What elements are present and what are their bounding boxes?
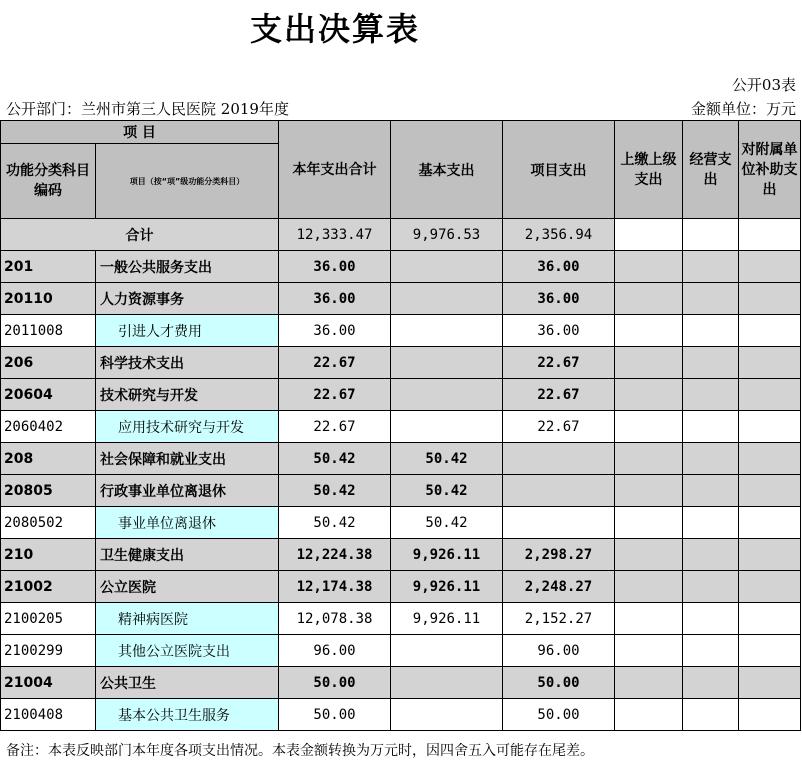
row-business bbox=[683, 411, 739, 443]
row-upper bbox=[615, 315, 683, 347]
table-row bbox=[1, 667, 801, 699]
row-name: 应用技术研究与开发 bbox=[96, 411, 279, 443]
row-code: 20110 bbox=[1, 283, 96, 315]
row-total: 50.42 bbox=[279, 507, 391, 539]
form-number: 公开03表 bbox=[731, 76, 796, 94]
row-subsidy bbox=[739, 603, 801, 635]
total-subsidy bbox=[739, 219, 801, 251]
row-business bbox=[683, 667, 739, 699]
department-label: 公开部门：兰州市第三人民医院 2019年度 bbox=[6, 100, 289, 118]
total-upper bbox=[615, 219, 683, 251]
row-business bbox=[683, 699, 739, 731]
row-upper bbox=[615, 411, 683, 443]
header-item: 项 目 bbox=[1, 121, 279, 144]
row-total: 36.00 bbox=[279, 251, 391, 283]
row-name: 行政事业单位离退休 bbox=[96, 475, 279, 507]
header-total: 本年支出合计 bbox=[279, 121, 391, 219]
table-row bbox=[1, 411, 801, 443]
row-subsidy bbox=[739, 283, 801, 315]
row-business bbox=[683, 507, 739, 539]
row-upper bbox=[615, 379, 683, 411]
row-basic: 9,926.11 bbox=[391, 603, 503, 635]
row-subsidy bbox=[739, 251, 801, 283]
row-name: 引进人才费用 bbox=[96, 315, 279, 347]
row-name: 精神病医院 bbox=[96, 603, 279, 635]
row-project: 96.00 bbox=[503, 635, 615, 667]
row-subsidy bbox=[739, 539, 801, 571]
footnote: 备注：本表反映部门本年度各项支出情况。本表金额转换为万元时，因四舍五入可能存在尾差。 bbox=[6, 743, 594, 759]
table-row bbox=[1, 507, 801, 539]
row-business bbox=[683, 283, 739, 315]
row-name: 卫生健康支出 bbox=[96, 539, 279, 571]
row-basic: 50.42 bbox=[391, 475, 503, 507]
row-code: 20604 bbox=[1, 379, 96, 411]
table-row bbox=[1, 347, 801, 379]
table-row bbox=[1, 475, 801, 507]
table-row bbox=[1, 603, 801, 635]
header-subsidy: 对附属单位补助支出 bbox=[739, 121, 801, 219]
row-total: 12,224.38 bbox=[279, 539, 391, 571]
header-upper: 上缴上级支出 bbox=[615, 121, 683, 219]
row-code: 21004 bbox=[1, 667, 96, 699]
row-name: 科学技术支出 bbox=[96, 347, 279, 379]
row-upper bbox=[615, 699, 683, 731]
row-basic bbox=[391, 315, 503, 347]
row-code: 2100205 bbox=[1, 603, 96, 635]
row-code: 2011008 bbox=[1, 315, 96, 347]
row-code: 206 bbox=[1, 347, 96, 379]
total-row bbox=[1, 219, 801, 251]
table-row bbox=[1, 379, 801, 411]
row-upper bbox=[615, 251, 683, 283]
row-subsidy bbox=[739, 507, 801, 539]
row-basic bbox=[391, 411, 503, 443]
row-business bbox=[683, 443, 739, 475]
row-subsidy bbox=[739, 635, 801, 667]
row-upper bbox=[615, 635, 683, 667]
row-subsidy bbox=[739, 475, 801, 507]
row-name: 公共卫生 bbox=[96, 667, 279, 699]
row-upper bbox=[615, 443, 683, 475]
row-project bbox=[503, 475, 615, 507]
row-upper bbox=[615, 347, 683, 379]
row-business bbox=[683, 603, 739, 635]
header-name: 项目（按“项”级功能分类科目） bbox=[96, 144, 279, 219]
row-project: 22.67 bbox=[503, 411, 615, 443]
row-basic bbox=[391, 379, 503, 411]
row-total: 22.67 bbox=[279, 411, 391, 443]
total-label: 合计 bbox=[1, 219, 279, 251]
table-row bbox=[1, 635, 801, 667]
row-basic bbox=[391, 667, 503, 699]
table-row bbox=[1, 251, 801, 283]
row-project: 2,152.27 bbox=[503, 603, 615, 635]
row-name: 基本公共卫生服务 bbox=[96, 699, 279, 731]
row-total: 50.42 bbox=[279, 443, 391, 475]
row-upper bbox=[615, 507, 683, 539]
row-total: 36.00 bbox=[279, 315, 391, 347]
row-business bbox=[683, 635, 739, 667]
row-business bbox=[683, 571, 739, 603]
row-basic: 9,926.11 bbox=[391, 571, 503, 603]
row-upper bbox=[615, 603, 683, 635]
row-name: 其他公立医院支出 bbox=[96, 635, 279, 667]
row-total: 50.42 bbox=[279, 475, 391, 507]
row-upper bbox=[615, 571, 683, 603]
row-name: 一般公共服务支出 bbox=[96, 251, 279, 283]
row-subsidy bbox=[739, 347, 801, 379]
row-project: 22.67 bbox=[503, 379, 615, 411]
row-total: 50.00 bbox=[279, 667, 391, 699]
row-basic: 50.42 bbox=[391, 507, 503, 539]
total-basic: 9,976.53 bbox=[391, 219, 503, 251]
row-subsidy bbox=[739, 315, 801, 347]
row-business bbox=[683, 347, 739, 379]
row-project bbox=[503, 443, 615, 475]
table-row bbox=[1, 571, 801, 603]
row-project: 50.00 bbox=[503, 699, 615, 731]
total-project: 2,356.94 bbox=[503, 219, 615, 251]
row-total: 96.00 bbox=[279, 635, 391, 667]
row-basic bbox=[391, 283, 503, 315]
row-name: 社会保障和就业支出 bbox=[96, 443, 279, 475]
row-upper bbox=[615, 667, 683, 699]
row-basic bbox=[391, 347, 503, 379]
row-name: 公立医院 bbox=[96, 571, 279, 603]
row-name: 人力资源事务 bbox=[96, 283, 279, 315]
report-title: 支出决算表 bbox=[249, 10, 420, 48]
row-business bbox=[683, 251, 739, 283]
table-row bbox=[1, 283, 801, 315]
row-subsidy bbox=[739, 379, 801, 411]
table-row bbox=[1, 539, 801, 571]
row-total: 36.00 bbox=[279, 283, 391, 315]
row-project bbox=[503, 507, 615, 539]
row-code: 2080502 bbox=[1, 507, 96, 539]
row-project: 2,248.27 bbox=[503, 571, 615, 603]
row-basic bbox=[391, 699, 503, 731]
row-basic: 50.42 bbox=[391, 443, 503, 475]
row-code: 2100299 bbox=[1, 635, 96, 667]
row-project: 22.67 bbox=[503, 347, 615, 379]
row-total: 22.67 bbox=[279, 347, 391, 379]
table-row bbox=[1, 699, 801, 731]
row-total: 12,174.38 bbox=[279, 571, 391, 603]
row-subsidy bbox=[739, 667, 801, 699]
row-basic bbox=[391, 635, 503, 667]
expenditure-table bbox=[0, 120, 801, 731]
row-subsidy bbox=[739, 411, 801, 443]
row-basic: 9,926.11 bbox=[391, 539, 503, 571]
row-project: 2,298.27 bbox=[503, 539, 615, 571]
row-business bbox=[683, 379, 739, 411]
row-code: 2100408 bbox=[1, 699, 96, 731]
row-business bbox=[683, 315, 739, 347]
row-project: 36.00 bbox=[503, 251, 615, 283]
row-upper bbox=[615, 283, 683, 315]
row-code: 201 bbox=[1, 251, 96, 283]
row-code: 2060402 bbox=[1, 411, 96, 443]
row-business bbox=[683, 539, 739, 571]
row-total: 22.67 bbox=[279, 379, 391, 411]
row-project: 36.00 bbox=[503, 283, 615, 315]
row-code: 210 bbox=[1, 539, 96, 571]
table-row bbox=[1, 315, 801, 347]
row-total: 12,078.38 bbox=[279, 603, 391, 635]
header-basic: 基本支出 bbox=[391, 121, 503, 219]
header-business: 经营支出 bbox=[683, 121, 739, 219]
header-code: 功能分类科目编码 bbox=[1, 144, 96, 219]
row-subsidy bbox=[739, 699, 801, 731]
row-subsidy bbox=[739, 443, 801, 475]
header-project: 项目支出 bbox=[503, 121, 615, 219]
row-total: 50.00 bbox=[279, 699, 391, 731]
row-code: 208 bbox=[1, 443, 96, 475]
row-project: 50.00 bbox=[503, 667, 615, 699]
row-upper bbox=[615, 539, 683, 571]
row-basic bbox=[391, 251, 503, 283]
row-name: 事业单位离退休 bbox=[96, 507, 279, 539]
amount-unit-label: 金额单位：万元 bbox=[690, 100, 796, 118]
total-sum: 12,333.47 bbox=[279, 219, 391, 251]
row-code: 20805 bbox=[1, 475, 96, 507]
row-subsidy bbox=[739, 571, 801, 603]
row-name: 技术研究与开发 bbox=[96, 379, 279, 411]
total-business bbox=[683, 219, 739, 251]
row-code: 21002 bbox=[1, 571, 96, 603]
row-project: 36.00 bbox=[503, 315, 615, 347]
table-row bbox=[1, 443, 801, 475]
row-business bbox=[683, 475, 739, 507]
row-upper bbox=[615, 475, 683, 507]
